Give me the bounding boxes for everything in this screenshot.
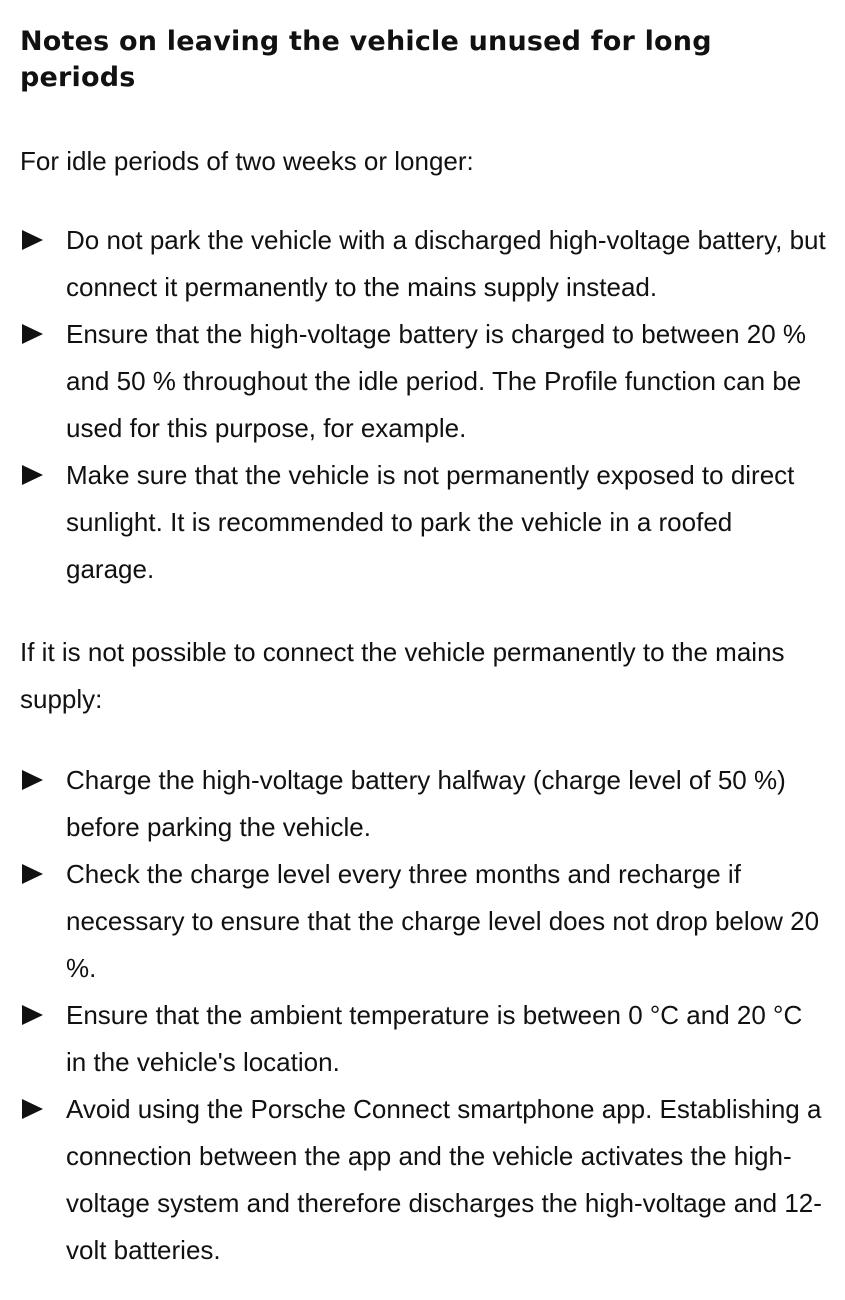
triangle-right-icon [22, 230, 43, 250]
triangle-right-icon [22, 324, 43, 344]
mains-supply-paragraph: If it is not possible to connect the vehicle permanently to the mains supply: [20, 637, 785, 714]
list-item-text: Avoid using the Porsche Connect smartphone app. Establishing a connection between the app and the vehicle activates the high-voltage system and therefore discharges the high-voltage and 12-volt batteries. [66, 1094, 822, 1265]
list-item-text: Charge the high-voltage battery halfway (charge level of 50 %) before parking the vehicle. [66, 765, 786, 842]
list-item [20, 992, 827, 1086]
list-item-text: Make sure that the vehicle is not permanently exposed to direct sunlight. It is recommended to park the vehicle in a roofed garage. [66, 460, 795, 584]
idle-period-list [20, 217, 827, 593]
list-item-text: Do not park the vehicle with a discharged high-voltage battery, but connect it permanently to the mains supply instead. [66, 225, 826, 302]
list-item [20, 311, 827, 452]
list-item [20, 452, 827, 593]
triangle-right-icon [22, 1005, 43, 1025]
page-title: Notes on leaving the vehicle unused for long periods [20, 26, 712, 93]
triangle-right-icon [22, 465, 43, 485]
intro-paragraph: For idle periods of two weeks or longer: [20, 146, 474, 176]
no-mains-list [20, 757, 827, 1274]
list-item [20, 217, 827, 311]
triangle-right-icon [22, 770, 43, 790]
triangle-right-icon [22, 1099, 43, 1119]
list-item [20, 851, 827, 992]
triangle-right-icon [22, 864, 43, 884]
list-item-text: Ensure that the ambient temperature is between 0 °C and 20 °C in the vehicle's location. [66, 1000, 803, 1077]
list-item [20, 757, 827, 851]
list-item-text: Ensure that the high-voltage battery is charged to between 20 % and 50 % throughout the idle period. The Profile function can be used for this purpose, for example. [66, 319, 807, 443]
list-item-text: Check the charge level every three months and recharge if necessary to ensure that the charge level does not drop below 20 %. [66, 859, 820, 983]
list-item [20, 1086, 827, 1274]
